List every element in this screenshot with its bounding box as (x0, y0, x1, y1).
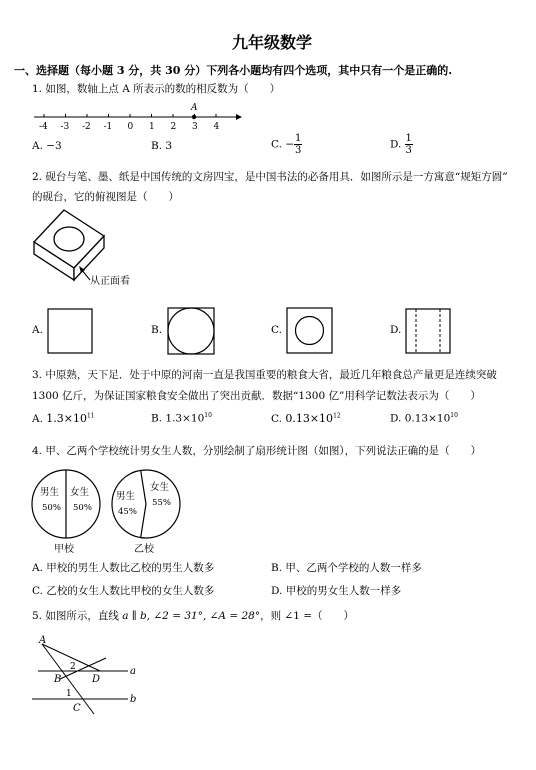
angle-2-label: 2 (70, 662, 76, 672)
q5-stem (32, 609, 354, 623)
q4-option-a[interactable]: A. 甲校的男生人数比乙校的男生人数多 (32, 562, 215, 574)
fraction-numerator: 1 (405, 133, 412, 144)
q1-option-c-prefix: C. − (271, 138, 295, 151)
option-letter: B. (151, 412, 163, 425)
pie-yixiao-girls-label: 女生 (150, 482, 170, 493)
q5-stem-suffix: ，则 ∠1 =（ ） (260, 610, 355, 622)
angle-1-label: 1 (66, 689, 72, 699)
q5-stem-math: a ∥ b, ∠2 = 31°, ∠A = 28° (122, 610, 261, 622)
number-line-tick-label: -2 (82, 122, 91, 132)
number-line-tick-label: 2 (170, 122, 177, 132)
fraction-denominator: 3 (405, 145, 412, 156)
number-line-arrow (236, 114, 242, 120)
q3-stem-line1: 3. 中原熟，天下足．处于中原的河南一直是我国重要的粮食大省，最近几年粮食总产量更是连续突破 (32, 369, 497, 381)
parallel-lines-figure (28, 630, 148, 716)
q3-option-b[interactable] (151, 412, 212, 425)
q2-option-c-figure[interactable] (285, 306, 335, 356)
option-exponent: 12 (333, 412, 341, 420)
q5-stem-prefix: 5. 如图所示，直线 (32, 610, 119, 622)
q1-option-b[interactable]: B. 3 (151, 140, 173, 152)
q4-stem: 4. 甲、乙两个学校统计男女生人数，分别绘制了扇形统计图（如图），下列说法正确的是（ ） (32, 445, 482, 457)
point-a-marker (192, 115, 196, 119)
q1-option-d[interactable] (390, 133, 413, 156)
pie-jiaxiao-girls-label: 女生 (70, 487, 90, 498)
q2-option-d-figure[interactable] (404, 307, 454, 355)
q2-option-a-figure[interactable] (46, 307, 96, 355)
section-header: 一、选择题（每小题 3 分，共 30 分）下列各小题均有四个选项，其中只有一个是正确的. (14, 64, 453, 77)
line-a-label: a (130, 666, 136, 677)
option-exponent: 10 (450, 412, 458, 419)
pie-charts-figure (28, 466, 188, 556)
view-label: 从正面看 (90, 276, 130, 287)
q1-option-c[interactable] (271, 133, 302, 156)
square-shape (48, 309, 92, 353)
q1-option-d-fraction (405, 133, 413, 156)
pie-jiaxiao-boys-label: 男生 (40, 487, 60, 498)
point-d-label: D (92, 674, 101, 685)
pie-yixiao-girls-pct: 55% (152, 498, 171, 508)
point-c-label: C (73, 703, 81, 714)
fraction-numerator: 1 (294, 133, 302, 144)
transversal-ac (42, 644, 94, 714)
option-value: 0.13×10 (285, 412, 334, 425)
pie-jiaxiao-girls-pct: 50% (73, 503, 92, 513)
number-line-tick-label: 4 (213, 122, 220, 132)
pie-yixiao (112, 470, 180, 555)
option-letter: A. (32, 413, 43, 425)
number-line-tick-label: 0 (127, 122, 134, 132)
number-line-tick-label: -4 (39, 122, 48, 132)
pie-yixiao-boys-pct: 45% (118, 507, 137, 517)
q3-option-c[interactable] (271, 412, 341, 425)
q4-option-c[interactable]: C. 乙校的女生人数比甲校的女生人数多 (32, 585, 215, 597)
q1-option-d-prefix: D. (390, 138, 405, 151)
q3-option-a[interactable] (32, 412, 95, 425)
number-line-tick-label: 3 (192, 122, 198, 132)
option-value: 0.13×10 (404, 412, 451, 425)
number-line-tick-label: 1 (149, 122, 155, 132)
option-exponent: 11 (86, 412, 95, 420)
q2-option-b-figure[interactable] (165, 305, 217, 357)
q2-stem-line1: 2. 砚台与笔、墨、纸是中国传统的文房四宝，是中国书法的必备用具．如图所示是一方寓意“规矩方圆” (32, 171, 508, 183)
inkstone-figure (28, 206, 158, 291)
number-line-figure (30, 100, 250, 132)
number-line-tick-label: -3 (60, 122, 70, 132)
pie-yixiao-boys-label: 男生 (116, 491, 136, 502)
number-line-tick-label: -1 (103, 122, 113, 132)
q2-option-b-label[interactable]: B. (151, 324, 163, 336)
option-letter: C. (271, 413, 282, 425)
q4-option-b[interactable]: B. 甲、乙两个学校的人数一样多 (271, 562, 422, 574)
point-a-label: A (191, 103, 198, 113)
q1-option-a[interactable]: A. −3 (32, 140, 62, 152)
q2-option-d-label[interactable]: D. (390, 324, 402, 336)
pie-jiaxiao (32, 470, 100, 555)
line-b-label: b (130, 694, 137, 705)
option-value: 1.3×10 (46, 412, 87, 425)
q2-stem-line2: 的砚台，它的俯视图是（ ） (32, 191, 179, 203)
pie-jiaxiao-boys-pct: 50% (42, 503, 61, 513)
option-letter: D. (390, 412, 402, 425)
q3-option-d[interactable] (390, 412, 458, 425)
square-shape (287, 308, 332, 353)
q2-option-c-label[interactable]: C. (271, 324, 282, 336)
pie-yixiao-caption: 乙校 (134, 544, 154, 555)
fraction-denominator: 3 (294, 145, 302, 156)
q3-stem-line2: 1300 亿斤，为保证国家粮食安全做出了突出贡献．数据“1300 亿”用科学记数法表示为（ ） (32, 390, 481, 402)
q1-stem: 1. 如图，数轴上点 A 所表示的数的相反数为（ ） (32, 83, 281, 95)
q2-option-a-label[interactable]: A. (32, 324, 43, 336)
q1-option-c-fraction (294, 133, 302, 156)
option-value: 1.3×10 (165, 412, 205, 425)
pie-jiaxiao-caption: 甲校 (54, 544, 74, 555)
point-b-label: B (54, 674, 62, 685)
point-a-label: A (39, 635, 47, 646)
square-shape (406, 309, 450, 353)
page-title: 九年级数学 (232, 33, 313, 52)
q4-option-d[interactable]: D. 甲校的男女生人数一样多 (271, 585, 402, 597)
option-exponent: 10 (204, 412, 212, 419)
